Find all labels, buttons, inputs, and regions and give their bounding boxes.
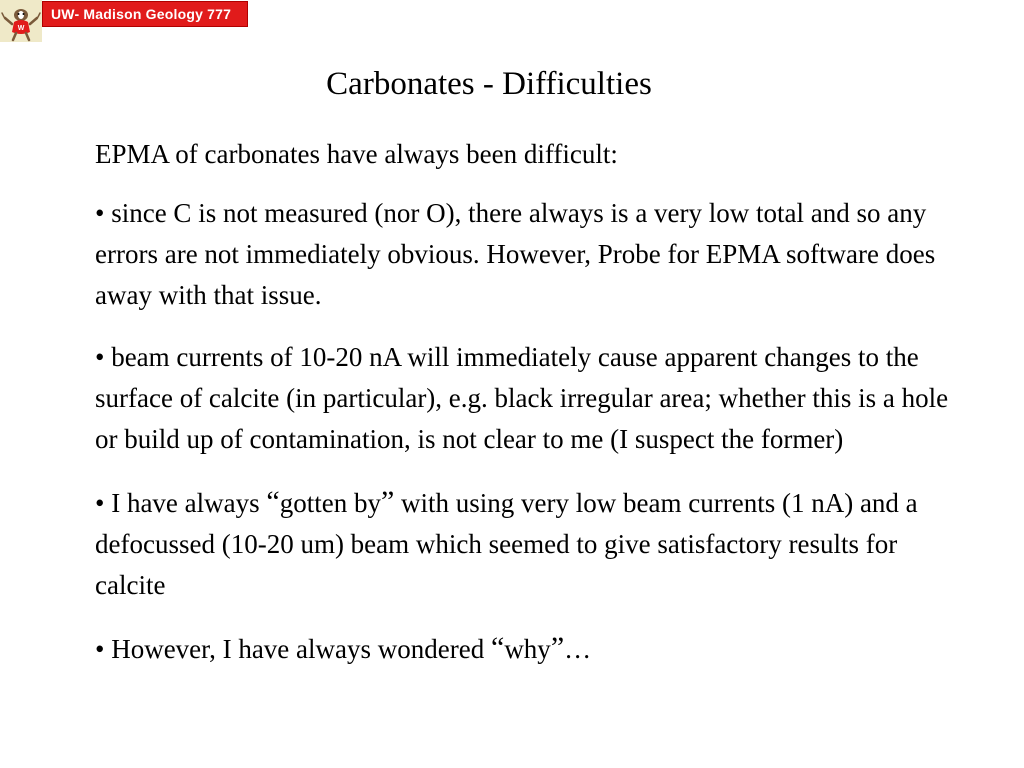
badger-mascot-icon: [0, 0, 42, 42]
open-quote: “: [266, 485, 280, 518]
bullet-gotten-by: [95, 481, 965, 606]
svg-text:W: W: [17, 25, 25, 32]
open-quote: “: [490, 631, 505, 664]
bullet-text: with using very low beam currents (1 nA) and a defocussed (10-20 um) beam which seemed to give satisfactory results for calcite: [95, 488, 918, 600]
slide-title: Carbonates - Difficulties: [326, 66, 652, 102]
bullet-carbon-not-measured: • since C is not measured (nor O), there always is a very low total and so any errors are not immediately obvious. However, Probe for EPMA software does away with that issue.: [95, 198, 936, 310]
header-logo: [0, 0, 248, 42]
bullet-wondered-why: [95, 627, 965, 670]
intro-text: EPMA of carbonates have always been difficult:: [95, 139, 618, 169]
bullet-beam-current-damage: • beam currents of 10-20 nA will immediately cause apparent changes to the surface of calcite (in particular), e.g. black irregular area; whether this is a hole or build up of contamination, is not clear to me (I suspect the former): [95, 342, 949, 454]
quoted-text: why: [504, 634, 551, 664]
ellipsis: …: [564, 634, 592, 664]
bullet-text: • However, I have always wondered: [95, 634, 491, 664]
close-quote: ”: [380, 485, 395, 518]
bullet-text: • I have always: [95, 488, 267, 518]
slide-body: [95, 134, 965, 691]
course-banner: UW- Madison Geology 777: [42, 1, 248, 27]
quoted-text: gotten by: [279, 488, 381, 518]
close-quote: ”: [550, 631, 565, 664]
